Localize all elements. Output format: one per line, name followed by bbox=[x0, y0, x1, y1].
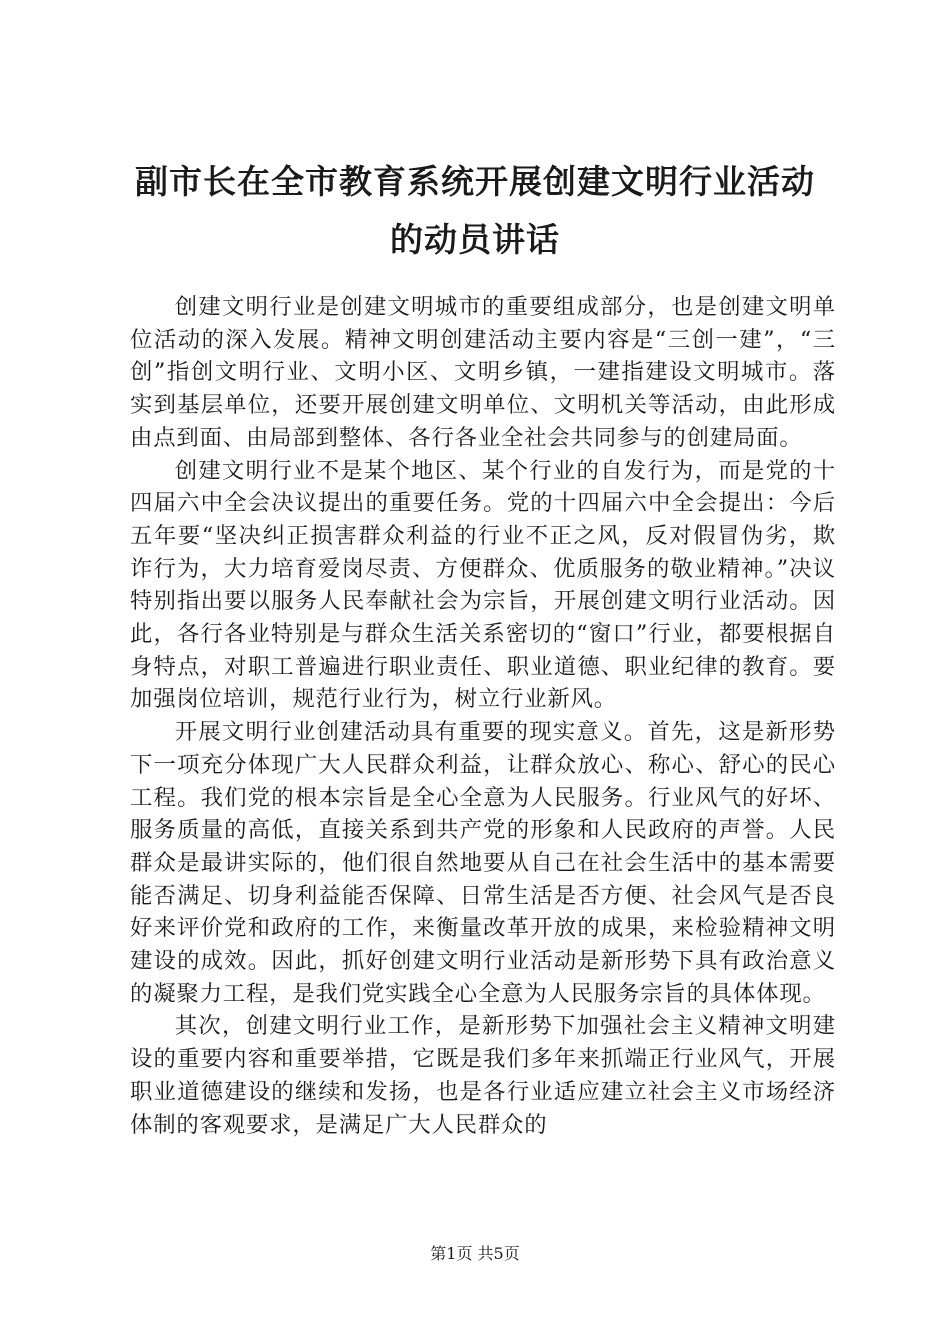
paragraph-3: 开展文明行业创建活动具有重要的现实意义。首先，这是新形势下一项充分体现广大人民群众利益，让群众放心、称心、舒心的民心工程。我们党的根本宗旨是全心全意为人民服务。行业风气的好坏、服务质量的高低，直接关系到共产党的形象和人民政府的声誉。人民群众是最讲实际的，他们很自然地要从自己在社会生活中的基本需要能否满足、切身利益能否保障、日常生活是否方便、社会风气是否良好来评价党和政府的工作，来衡量改革开放的成果，来检验精神文明建设的成效。因此，抓好创建文明行业活动是新形势下具有政治意义的凝聚力工程，是我们党实践全心全意为人民服务宗旨的具体体现。 bbox=[130, 719, 836, 1007]
paragraph-1: 创建文明行业是创建文明城市的重要组成部分，也是创建文明单位活动的深入发展。精神文明创建活动主要内容是“三创一建”，“三创”指创文明行业、文明小区、文明乡镇，一建指建设文明城市。落实到基层单位，还要开展创建文明单位、文明机关等活动，由此形成由点到面、由局部到整体、各行各业全社会共同参与的创建局面。 bbox=[130, 294, 836, 451]
paragraph-4: 其次，创建文明行业工作，是新形势下加强社会主义精神文明建设的重要内容和重要举措，它既是我们多年来抓端正行业风气，开展职业道德建设的继续和发扬，也是各行业适应建立社会主义市场经济体制的客观要求，是满足广大人民群众的 bbox=[130, 1013, 836, 1138]
document-body bbox=[130, 291, 836, 1141]
document-title-line-1: 副市长在全市教育系统开展创建文明行业活动 bbox=[135, 162, 815, 201]
paragraph-2: 创建文明行业不是某个地区、某个行业的自发行为，而是党的十四届六中全会决议提出的重要任务。党的十四届六中全会提出：今后五年要“坚决纠正损害群众利益的行业不正之风，反对假冒伪劣，欺诈行为，大力培育爱岗尽责、方便群众、优质服务的敬业精神。”决议特别指出要以服务人民奉献社会为宗旨，开展创建文明行业活动。因此，各行各业特别是与群众生活关系密切的“窗口”行业，都要根据自身特点，对职工普遍进行职业责任、职业道德、职业纪律的教育。要加强岗位培训，规范行业行为，树立行业新风。 bbox=[130, 457, 836, 713]
document-title-line-2: 的动员讲话 bbox=[390, 220, 560, 259]
page-footer: 第1页 共5页 bbox=[430, 1244, 520, 1263]
